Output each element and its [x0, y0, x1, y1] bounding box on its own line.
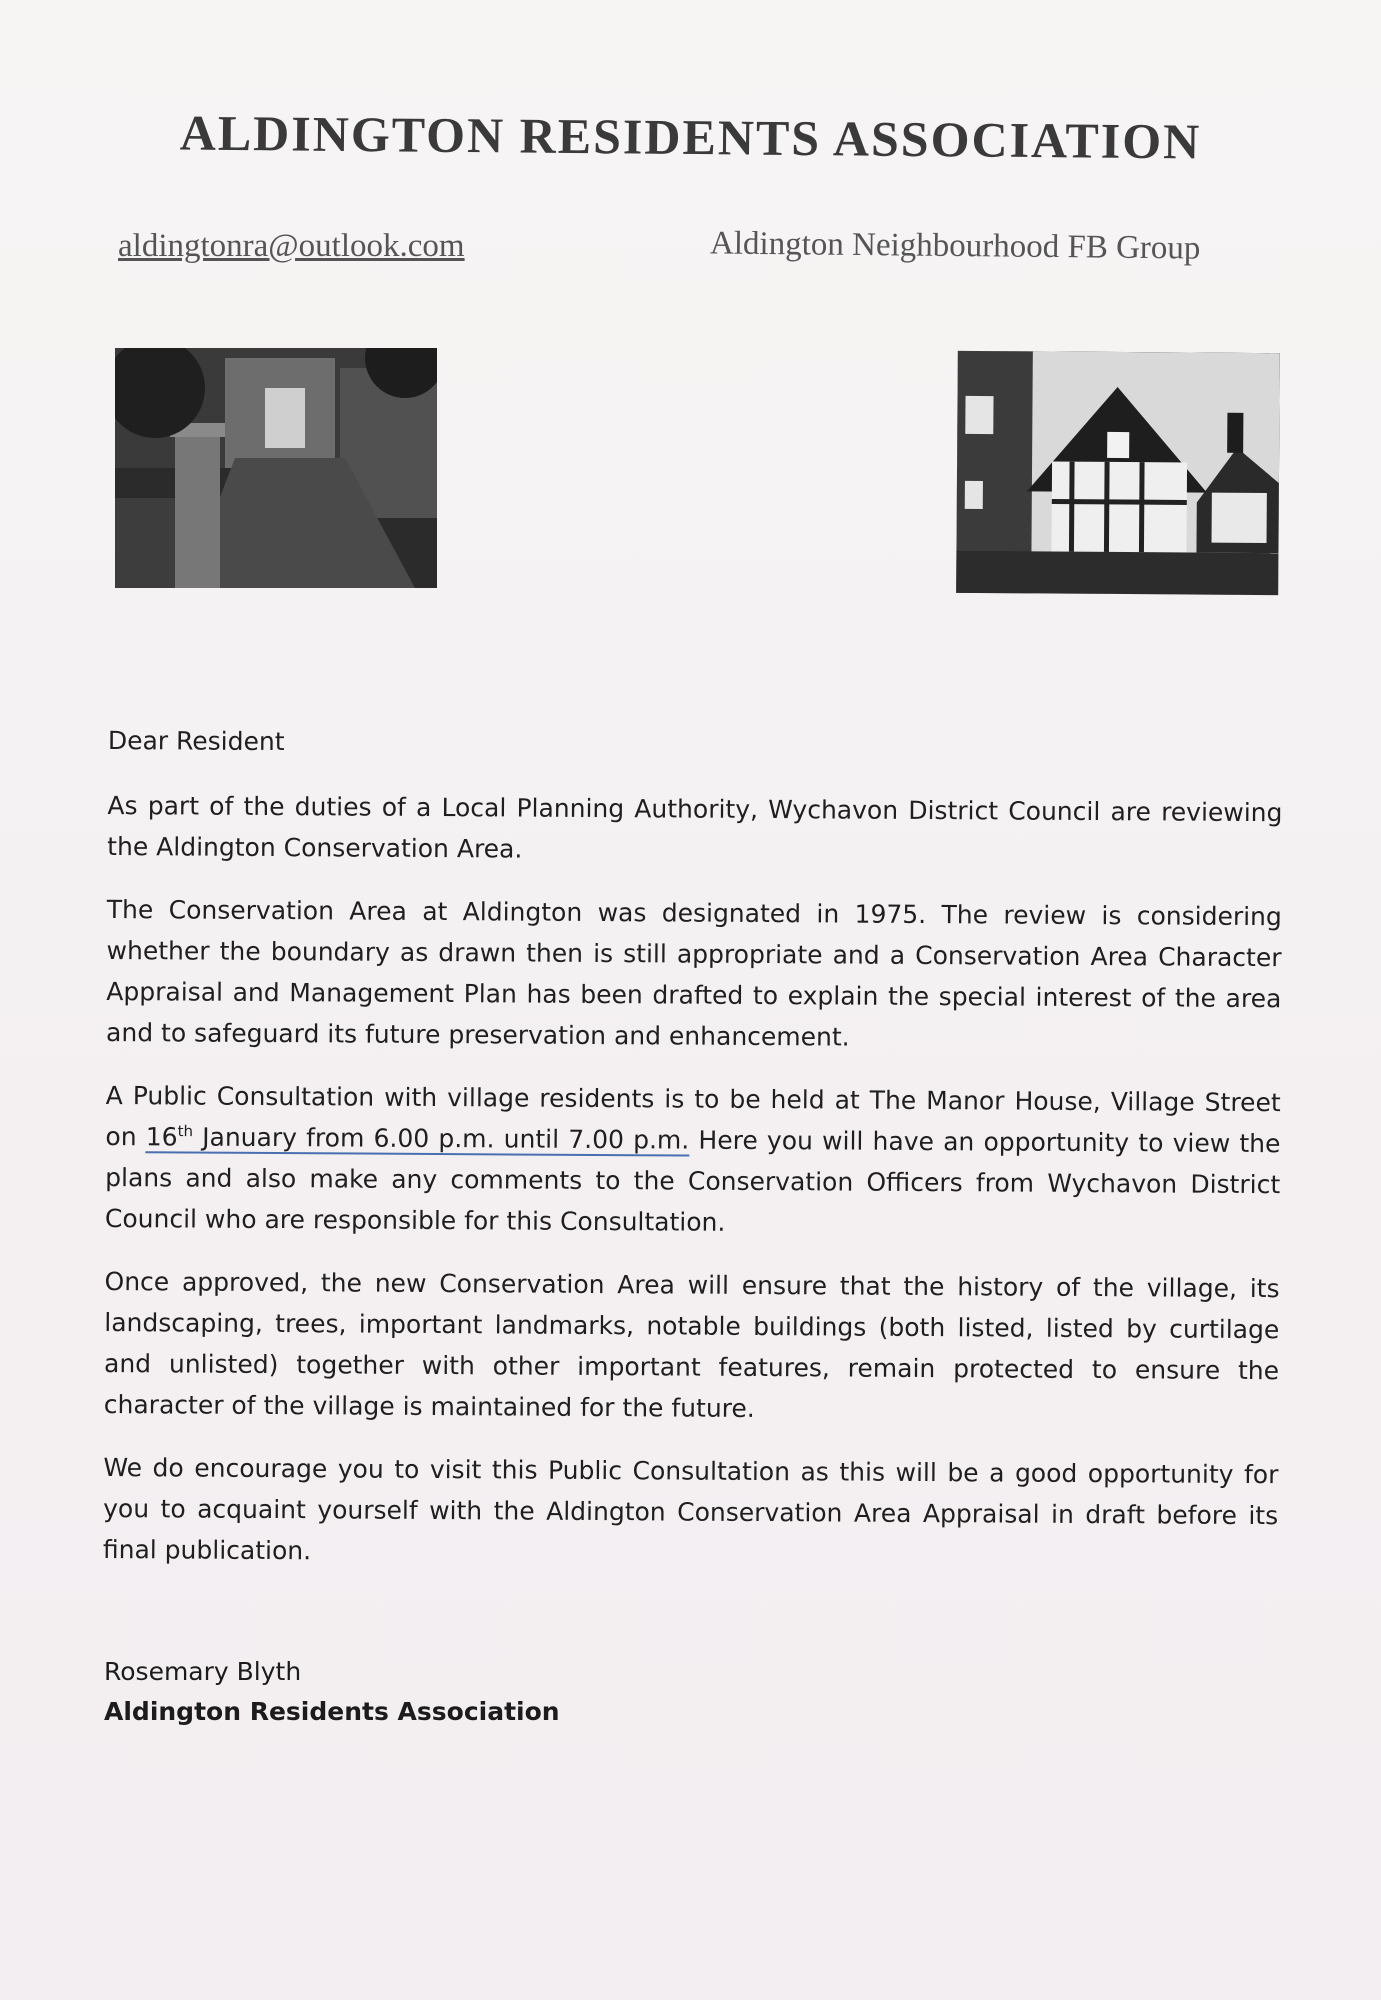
letter-body	[103, 720, 1283, 1599]
letterhead-title: ALDINGTON RESIDENTS ASSOCIATION	[179, 104, 1202, 170]
date-day: 16	[145, 1122, 178, 1152]
date-suffix: th	[177, 1122, 194, 1141]
paragraph-1: As part of the duties of a Local Planning Authority, Wychavon District Council are reviewing the Aldington Conservation Area.	[107, 790, 1283, 864]
paragraph-4: Once approved, the new Conservation Area will ensure that the history of the village, its landscaping, trees, important landmarks, notable buildings (both listed, listed by curtilage and unlisted) together with other important features, remain protected to ensure the character of the village is maintained for the future.	[103, 1266, 1280, 1423]
paragraph-3-rest: Here you will have an opportunity to view the plans and also make any comments to the Conservation Officers from Wychavon District Council who are responsible for this Consultation.	[104, 1125, 1281, 1237]
date-time: January from 6.00 p.m. until 7.00 p.m.	[192, 1122, 690, 1155]
signatory-name: Rosemary Blyth	[104, 1657, 302, 1686]
paragraph-3	[105, 1075, 1281, 1246]
consultation-date	[146, 1122, 690, 1156]
paragraph-5: We do encourage you to visit this Public Consultation as this will be a good opportunity for you to acquaint yourself with the Aldington Conservation Area Appraisal in draft before its final publication.	[102, 1452, 1279, 1566]
email-link[interactable]: aldingtonra@outlook.com	[118, 228, 465, 264]
facebook-group-text: Aldington Neighbourhood FB Group	[709, 225, 1201, 267]
paragraph-3-intro: A Public Consultation with village residents is to be held at The Manor House, Village Street on	[105, 1080, 1281, 1152]
photo-lane	[115, 348, 437, 588]
signature-block	[104, 1652, 560, 1732]
paragraph-2: The Conservation Area at Aldington was designated in 1975. The review is considering whether the boundary as drawn then is still appropriate and a Conservation Area Character Appraisal and Management Plan has been drafted to explain the special interest of the area and to safeguard its future preservation and enhancement.	[106, 894, 1282, 1052]
greeting: Dear Resident	[107, 725, 285, 757]
photo-cottage	[956, 351, 1280, 595]
signatory-organisation: Aldington Residents Association	[104, 1697, 560, 1726]
